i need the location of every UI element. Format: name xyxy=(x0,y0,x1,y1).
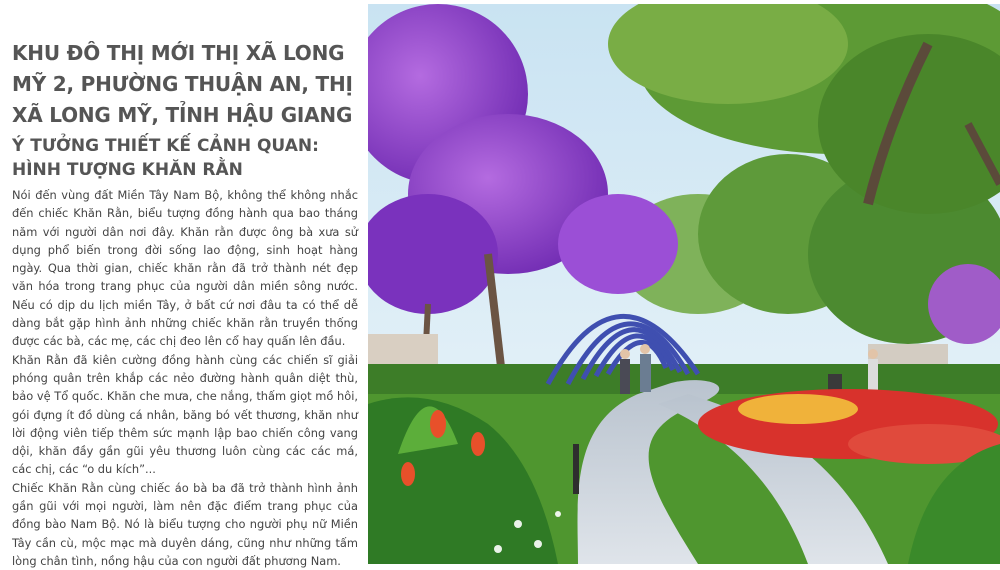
article-body xyxy=(12,186,358,570)
paragraph: Khăn Rằn đã kiên cường đồng hành cùng các chiến sĩ giải phóng quân trên khắp các nẻo đường hành quân diệt thù, bảo vệ Tổ quốc. Khăn che mưa, che nắng, thấm giọt mồ hôi, gói đựng ít đồ dùng cá nhân, băng bó vết thương, khăn như lời động viên tiếp thêm sức mạnh lập bao chiến công vang dội, khăn đầy gần gũi yêu thương luôn cùng các các má, các chị, các “o du kích”... xyxy=(12,352,358,477)
landscape-rendering-image xyxy=(368,4,1000,564)
park-scene xyxy=(368,4,1000,564)
paragraph: Chiếc Khăn Rằn cùng chiếc áo bà ba đã trở thành hình ảnh gần gũi với mọi người, làm nên đặc điểm trang phục của đồng bào Nam Bộ. Nó là biểu tượng cho người phụ nữ Miền Tây cần cù, mộc mạc mà duyên dáng, cũng như những tấm lòng chân tình, nồng hậu của con người đất phương Nam. xyxy=(12,480,358,568)
section-subtitle: Ý TƯỞNG THIẾT KẾ CẢNH QUAN: HÌNH TƯỢNG KHĂN RẰN xyxy=(12,136,319,180)
paragraph: Nói đến vùng đất Miền Tây Nam Bộ, không thể không nhắc đến chiếc Khăn Rằn, biểu tượng đồng hành qua bao tháng năm với người dân nơi đây. Khăn rằn được ông bà xưa sử dụng phổ biến trong đời sống lao động, sinh hoạt hàng ngày. Qua thời gian, chiếc khăn rằn đã trở thành nét đẹp văn hóa trong trang phục của người dân miền sông nước. Nếu có dịp du lịch miền Tây, ở bất cứ nơi đâu ta có thể dễ dàng bắt gặp hình ảnh những chiếc khăn rằn truyền thống được các bà, các mẹ, các chị đeo lên cổ hay quấn lên đầu. xyxy=(12,188,358,349)
text-panel xyxy=(0,0,368,568)
page-title: KHU ĐÔ THỊ MỚI THỊ XÃ LONG MỸ 2, PHƯỜNG THUẬN AN, THỊ XÃ LONG MỸ, TỈNH HẬU GIANG xyxy=(12,41,353,127)
